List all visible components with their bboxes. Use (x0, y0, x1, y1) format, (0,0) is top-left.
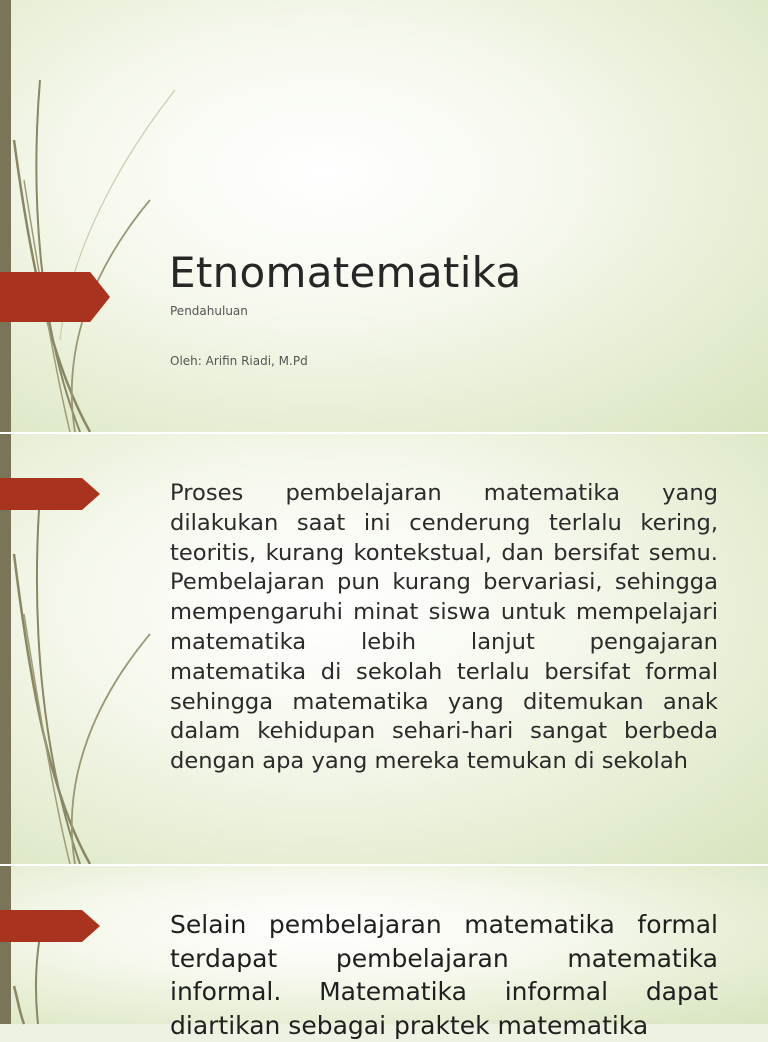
slide-author: Oleh: Arifin Riadi, M.Pd (170, 354, 308, 368)
slide-body-text: Proses pembelajaran matematika yang dilakukan saat ini cenderung terlalu kering, teoritis, kurang kontekstual, dan bersifat semu. Pembelajaran pun kurang bervariasi, sehingga mempengaruhi minat siswa untuk mempelajari matematika lebih lanjut pengajaran matematika di sekolah terlalu bersifat formal sehingga matematika yang ditemukan anak dalam kehidupan sehari-hari sangat berbeda dengan apa yang mereka temukan di sekolah (170, 480, 718, 775)
body-marker-arrow (0, 910, 100, 942)
slide-title: Etnomatematika (169, 248, 522, 297)
slide-3 (0, 866, 768, 1040)
body-marker-arrow (0, 478, 100, 510)
slide-body-text: Selain pembelajaran matematika formal terdapat pembelajaran matematika informal. Matematika informal dapat diartikan sebagai praktek matematika (170, 910, 718, 1040)
title-marker-arrow (0, 272, 110, 322)
slide-1 (0, 0, 768, 432)
slide-subtitle: Pendahuluan (170, 304, 248, 318)
slide-2 (0, 434, 768, 864)
